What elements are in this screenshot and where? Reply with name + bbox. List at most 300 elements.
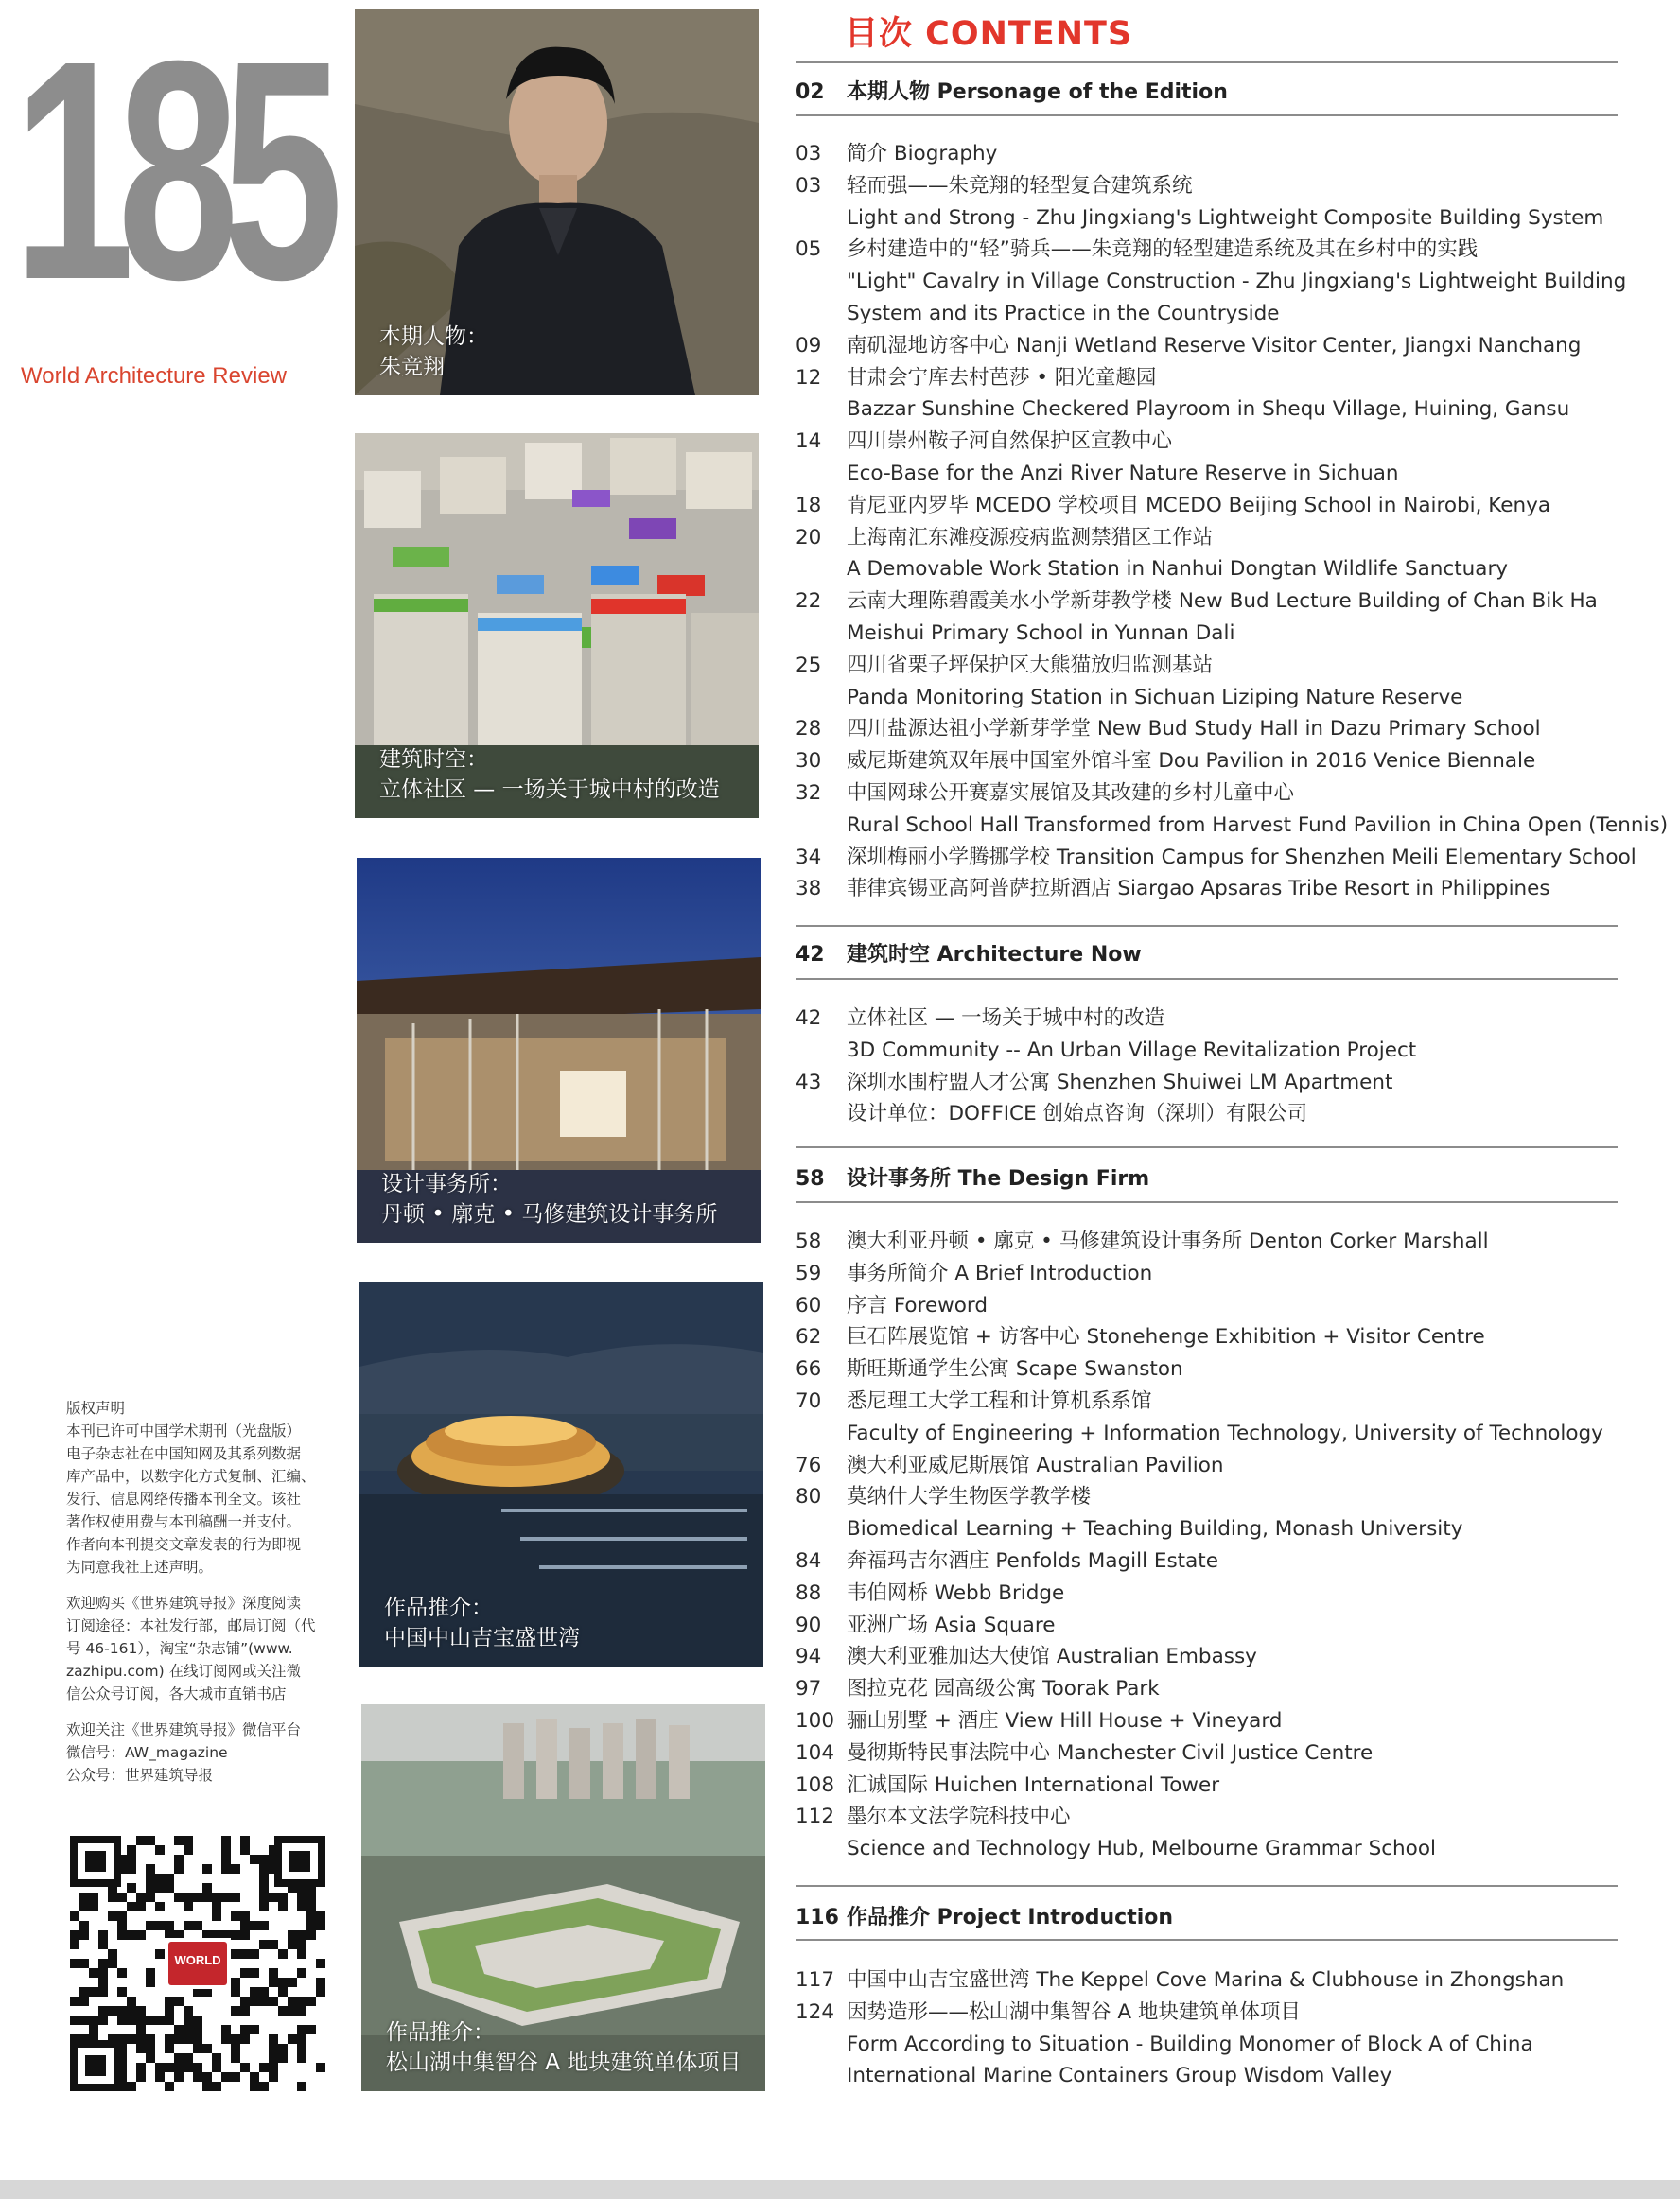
entry-page-number: 62: [796, 1325, 822, 1350]
divider: [796, 925, 1618, 927]
qr-module: [165, 2006, 174, 2016]
copyright-statement: [66, 1397, 331, 1579]
qr-module: [127, 1930, 136, 1940]
qr-module: [136, 2006, 146, 2016]
entry-page-number: 90: [796, 1613, 822, 1637]
qr-module: [259, 1987, 269, 1997]
entry-title: 澳大利亚丹顿 • 廓克 • 马修建筑设计事务所 Denton Corker Marshall: [847, 1230, 1489, 1253]
toc-entry: [796, 873, 1550, 905]
qr-module: [316, 2063, 325, 2072]
photo-caption: [379, 322, 488, 382]
qr-module: [278, 2006, 288, 2016]
qr-module: [127, 2016, 136, 2025]
qr-module: [297, 2053, 306, 2063]
qr-module: [184, 1845, 193, 1855]
entry-page-number: 28: [796, 717, 822, 742]
qr-module: [250, 1997, 259, 2006]
entry-title: 斯旺斯通学生公寓 Scape Swanston: [847, 1357, 1183, 1382]
toc-entry: [796, 458, 1399, 490]
toc-title: 目次 CONTENTS: [845, 15, 1133, 53]
entry-title: Science and Technology Hub, Melbourne Grammar School: [847, 1837, 1436, 1861]
entry-page-number: 42: [796, 1006, 822, 1030]
copyright-line: 版权声明: [66, 1400, 126, 1417]
qr-module: [259, 2063, 269, 2072]
qr-module: [117, 2016, 127, 2025]
qr-module: [202, 2044, 212, 2053]
entry-title: 曼彻斯特民事法院中心 Manchester Civil Justice Centre: [847, 1740, 1374, 1765]
entry-title: 轻而强——朱竞翔的轻型复合建筑系统: [847, 173, 1193, 198]
qr-module: [278, 2053, 288, 2063]
qr-module: [117, 1987, 127, 1997]
qr-module: [231, 1911, 240, 1921]
qr-module: [89, 1902, 98, 1911]
qr-module: [288, 2006, 297, 2016]
divider: [796, 1201, 1618, 1203]
entry-page-number: 32: [796, 781, 822, 805]
qr-module: [127, 1902, 136, 1911]
toc-entry: [796, 1964, 1564, 1997]
qr-module: [288, 2034, 297, 2044]
entry-title: 乡村建造中的“轻”骑兵——朱竞翔的轻型建造系统及其在乡村中的实践: [847, 237, 1479, 262]
section-number: 42: [796, 943, 825, 967]
qr-module: [155, 1883, 165, 1893]
qr-module: [146, 1968, 155, 1978]
qr-module: [98, 1968, 108, 1978]
qr-module: [193, 2016, 202, 2025]
entry-title: 中国网球公开赛嘉实展馆及其改建的乡村儿童中心: [847, 781, 1295, 805]
entry-page-number: 84: [796, 1549, 822, 1573]
copyright-line: 本刊已许可中国学术期刊（光盘版）: [66, 1422, 302, 1440]
photo-caption: [386, 2017, 741, 2078]
qr-module: [136, 2072, 146, 2082]
entry-title: Bazzar Sunshine Checkered Playroom in Shequ Village, Huining, Gansu: [847, 397, 1570, 422]
qr-module: [250, 1949, 259, 1959]
qr-module: [117, 1921, 127, 1930]
photo-personage: [355, 9, 759, 395]
entry-page-number: 100: [796, 1709, 835, 1733]
toc-entry: [796, 810, 1668, 842]
qr-module: [146, 1836, 155, 1845]
entry-page-number: 59: [796, 1261, 822, 1285]
section-number: 02: [796, 80, 825, 104]
qr-module: [240, 2006, 250, 2016]
caption-line: 设计事务所：: [381, 1172, 512, 1196]
qr-module: [297, 1997, 306, 2006]
toc-entry: [796, 1321, 1485, 1353]
qr-module: [193, 2063, 202, 2072]
entry-page-number: 14: [796, 429, 822, 454]
section-label: 建筑时空 Architecture Now: [847, 943, 1142, 967]
qr-module: [240, 1911, 250, 1921]
qr-module: [221, 1893, 231, 1902]
qr-module: [278, 1949, 288, 1959]
qr-module: [212, 1893, 221, 1902]
qr-module: [146, 1874, 155, 1883]
entry-title: 事务所简介 A Brief Introduction: [847, 1261, 1153, 1285]
qr-module: [297, 2034, 306, 2044]
qr-module: [127, 1883, 136, 1893]
entry-title: Faculty of Engineering + Information Technology, University of Technology: [847, 1421, 1603, 1445]
entry-title: 亚洲广场 Asia Square: [847, 1613, 1056, 1637]
subscription-line: 订阅途径：本社发行部，邮局订阅（代: [66, 1617, 316, 1634]
qr-module: [193, 2025, 202, 2034]
qr-module: [250, 1968, 259, 1978]
qr-module: [278, 1902, 288, 1911]
qr-module: [136, 2016, 146, 2025]
caption-line: 朱竞翔: [379, 355, 445, 379]
qr-module: [231, 2072, 240, 2082]
qr-module: [259, 2082, 269, 2091]
qr-module: [240, 1836, 250, 1845]
qr-module: [297, 2025, 306, 2034]
qr-module: [221, 2025, 231, 2034]
qr-module: [127, 1855, 136, 1864]
qr-module: [202, 1864, 212, 1874]
qr-module: [278, 1978, 288, 1987]
qr-module: [127, 1997, 136, 2006]
qr-module: [269, 2072, 278, 2082]
qr-module: [165, 2082, 174, 2091]
qr-module: [184, 1893, 193, 1902]
caption-line: 中国中山吉宝盛世湾: [384, 1626, 580, 1650]
entry-title: 立体社区 — 一场关于城中村的改造: [847, 1006, 1165, 1030]
qr-module: [89, 1987, 98, 1997]
entry-page-number: 25: [796, 653, 822, 677]
qr-module: [146, 1883, 155, 1893]
toc-entry: [796, 1770, 1219, 1802]
qr-module: [70, 1930, 79, 1940]
qr-module: [316, 1987, 325, 1997]
photo-architecture-now: [355, 433, 759, 818]
qr-module: [146, 2034, 155, 2044]
entry-page-number: 80: [796, 1485, 822, 1510]
entry-page-number: 22: [796, 589, 822, 614]
qr-module: [136, 2034, 146, 2044]
entry-title: 肯尼亚内罗毕 MCEDO 学校项目 MCEDO Beijing School in Nairobi, Kenya: [847, 493, 1551, 517]
qr-module: [212, 2053, 221, 2063]
entry-page-number: 18: [796, 493, 822, 517]
copyright-line: 著作权使用费与本刊稿酬一并支付。: [66, 1513, 302, 1530]
qr-module: [136, 1836, 146, 1845]
qr-module: [269, 2053, 278, 2063]
qr-module: [146, 2016, 155, 2025]
qr-module: [108, 2006, 117, 2016]
qr-module: [146, 1864, 155, 1874]
qr-module: [146, 1978, 155, 1987]
entry-page-number: 70: [796, 1389, 822, 1413]
qr-module: [278, 1893, 288, 1902]
qr-module: [259, 1855, 269, 1864]
qr-module: [165, 1874, 174, 1883]
qr-module: [98, 2016, 108, 2025]
entry-title: Meishui Primary School in Yunnan Dali: [847, 621, 1235, 645]
qr-module: [108, 1893, 117, 1902]
qr-module: [240, 1845, 250, 1855]
entry-title: 韦伯网桥 Webb Bridge: [847, 1580, 1065, 1605]
qr-module: [79, 1902, 89, 1911]
caption-line: 建筑时空：: [379, 747, 488, 772]
qr-module: [108, 1959, 117, 1968]
entry-page-number: 03: [796, 173, 822, 198]
toc-entry: [796, 650, 1213, 682]
caption-line: 本期人物：: [379, 324, 488, 349]
toc-entry: [796, 1450, 1224, 1482]
toc-entry: [796, 234, 1478, 266]
qr-module: [79, 1959, 89, 1968]
entry-title: 四川崇州鞍子河自然保护区宣教中心: [847, 429, 1173, 454]
toc-entry: [796, 2060, 1391, 2092]
qr-code-pattern: [70, 1836, 325, 2091]
qr-module: [231, 1893, 240, 1902]
qr-module: [127, 2082, 136, 2091]
qr-module: [79, 2016, 89, 2025]
section-heading: [796, 76, 1228, 105]
qr-module: [259, 1921, 269, 1930]
qr-module: [306, 1921, 316, 1930]
entry-page-number: 66: [796, 1357, 822, 1382]
qr-module: [278, 2044, 288, 2053]
qr-module: [306, 1911, 316, 1921]
entry-title: 四川盐源达祖小学新芽学堂 New Bud Study Hall in Dazu Primary School: [847, 717, 1541, 742]
photo-caption: [384, 1593, 580, 1653]
qr-module: [221, 2034, 231, 2044]
section-label: 作品推介 Project Introduction: [847, 1906, 1174, 1929]
qr-module: [193, 2034, 202, 2044]
copyright-line: 库产品中，以数字化方式复制、汇编、: [66, 1468, 316, 1485]
qr-module: [306, 2025, 316, 2034]
qr-module: [202, 2072, 212, 2082]
qr-module: [127, 1864, 136, 1874]
caption-line: 作品推介：: [386, 2020, 495, 2045]
caption-line: 丹顿 • 廓克 • 马修建筑设计事务所: [381, 1202, 718, 1227]
qr-module: [250, 2025, 259, 2034]
entry-title: 四川省栗子坪保护区大熊猫放归监测基站: [847, 653, 1214, 677]
entry-page-number: 60: [796, 1293, 822, 1318]
qr-module: [117, 1893, 127, 1902]
qr-module: [184, 1902, 193, 1911]
toc-entry: [796, 1801, 1071, 1833]
section-label: 设计事务所 The Design Firm: [847, 1167, 1150, 1191]
toc-entry: [796, 1418, 1603, 1450]
qr-module: [259, 1893, 269, 1902]
divider: [796, 114, 1618, 116]
caption-line: 作品推介：: [384, 1596, 493, 1620]
toc-entry: [796, 842, 1636, 874]
entry-title: 设计单位：DOFFICE 创始点咨询（深圳）有限公司: [847, 1102, 1307, 1126]
qr-module: [98, 1978, 108, 1987]
qr-module: [79, 1921, 89, 1930]
entry-page-number: 12: [796, 365, 822, 390]
qr-module: [136, 1902, 146, 1911]
toc-entry: [796, 745, 1535, 777]
caption-line: 松山湖中集智谷 A 地块建筑单体项目: [386, 2051, 742, 2075]
issue-number: 185: [13, 0, 326, 344]
toc-entry: [796, 393, 1569, 426]
qr-module: [174, 1997, 184, 2006]
subscription-info: [66, 1592, 331, 1705]
toc-entry: [796, 522, 1213, 554]
divider: [796, 1146, 1618, 1148]
divider: [796, 978, 1618, 980]
qr-module: [297, 1930, 306, 1940]
entry-title: Eco-Base for the Anzi River Nature Reserve in Sichuan: [847, 462, 1399, 485]
entry-title: 序言 Foreword: [847, 1293, 989, 1318]
toc-entry: [796, 1386, 1152, 1418]
entry-title: System and its Practice in the Countryside: [847, 302, 1280, 325]
entry-page-number: 104: [796, 1740, 835, 1765]
qr-module: [155, 1845, 165, 1855]
entry-title: 悉尼理工大学工程和计算机系系馆: [847, 1389, 1152, 1413]
qr-module: [108, 1949, 117, 1959]
qr-module: [127, 2006, 136, 2016]
qr-module: [89, 2016, 98, 2025]
qr-module: [240, 2025, 250, 2034]
qr-module: [70, 1959, 79, 1968]
toc-entry: [796, 1578, 1064, 1610]
wechat-line: 微信号：AW_magazine: [66, 1744, 228, 1761]
qr-module: [316, 1911, 325, 1921]
copyright-line: 发行、信息网络传播本刊全文。该社: [66, 1491, 302, 1508]
toc-entry: [796, 362, 1156, 394]
toc-entry: [796, 682, 1462, 714]
qr-module: [155, 2072, 165, 2082]
toc-entry: [796, 2029, 1533, 2061]
qr-module: [259, 1883, 269, 1893]
section-heading: [796, 1162, 1149, 1192]
qr-module: [288, 1930, 297, 1940]
entry-title: 莫纳什大学生物医学教学楼: [847, 1485, 1092, 1510]
qr-module: [184, 2016, 193, 2025]
qr-module: [231, 1864, 240, 1874]
entry-title: 墨尔本文法学院科技中心: [847, 1805, 1071, 1829]
qr-logo-text: WORLD: [174, 1953, 221, 1967]
qr-module: [259, 1874, 269, 1883]
qr-module: [297, 1902, 306, 1911]
qr-module: [240, 1997, 250, 2006]
photo-project-marina: [359, 1282, 763, 1667]
entry-title: 威尼斯建筑双年展中国室外馆斗室 Dou Pavilion in 2016 Venice Biennale: [847, 749, 1536, 774]
qr-module: [269, 2034, 278, 2044]
qr-module: [288, 1997, 297, 2006]
qr-module: [155, 1874, 165, 1883]
entry-page-number: 58: [796, 1230, 822, 1253]
entry-page-number: 38: [796, 877, 822, 901]
qr-module: [89, 1968, 98, 1978]
toc-entry: [796, 1353, 1183, 1386]
entry-page-number: 94: [796, 1645, 822, 1669]
toc-entry: [796, 585, 1598, 618]
entry-page-number: 124: [796, 1999, 835, 2024]
qr-module: [184, 2006, 193, 2016]
entry-title: 南矶湿地访客中心 Nanji Wetland Reserve Visitor Center, Jiangxi Nanchang: [847, 333, 1582, 358]
toc-entry: [796, 266, 1626, 298]
toc-entry: [796, 1290, 988, 1322]
qr-module: [306, 1902, 316, 1911]
qr-module: [288, 1978, 297, 1987]
entry-title: 甘肃会宁库去村芭莎 • 阳光童趣园: [847, 365, 1157, 390]
qr-module: [202, 2082, 212, 2091]
entry-title: 骊山别墅 + 酒庄 View Hill House + Vineyard: [847, 1709, 1283, 1733]
toc-entry: [796, 490, 1550, 522]
qr-module: [297, 2006, 306, 2016]
toc-entry: [796, 1003, 1164, 1035]
qr-module: [174, 2034, 184, 2044]
qr-module: [89, 1893, 98, 1902]
copyright-line: 作者向本刊提交文章发表的行为即视: [66, 1536, 302, 1553]
qr-module: [117, 1911, 127, 1921]
qr-module: [212, 2082, 221, 2091]
magazine-name: World Architecture Review: [21, 363, 287, 389]
copyright-notice: [66, 1397, 331, 1800]
qr-module: [174, 2025, 184, 2034]
qr-module: [297, 1940, 306, 1949]
entry-page-number: 76: [796, 1453, 822, 1477]
qr-module: [136, 2063, 146, 2072]
qr-module: [212, 1902, 221, 1911]
entry-title: 汇诚国际 Huichen International Tower: [847, 1772, 1220, 1797]
qr-module: [146, 2053, 155, 2063]
photo-project-campus: [361, 1704, 765, 2091]
copyright-line: 为同意我社上述声明。: [66, 1559, 214, 1576]
qr-module: [165, 1997, 174, 2006]
qr-module: [278, 1987, 288, 1997]
entry-title: Light and Strong - Zhu Jingxiang's Lightweight Composite Building System: [847, 205, 1604, 230]
wechat-line: 公众号：世界建筑导报: [66, 1767, 214, 1784]
qr-module: [146, 1893, 155, 1902]
qr-module: [155, 2063, 165, 2072]
qr-module: [231, 1949, 240, 1959]
toc-entry: [796, 1258, 1152, 1290]
toc-entry: [796, 618, 1234, 650]
qr-module: [306, 1893, 316, 1902]
qr-module: [240, 1968, 250, 1978]
qr-module: [250, 1855, 259, 1864]
photo-design-firm: [357, 858, 761, 1243]
qr-module: [269, 1940, 278, 1949]
qr-module: [184, 2034, 193, 2044]
qr-module: [174, 2063, 184, 2072]
entry-page-number: 43: [796, 1070, 822, 1094]
qr-module: [269, 1997, 278, 2006]
qr-module: [306, 1930, 316, 1940]
qr-module: [269, 2063, 278, 2072]
entry-title: International Marine Containers Group Wisdom Valley: [847, 2064, 1392, 2088]
qr-module: [79, 1987, 89, 1997]
caption-line: 立体社区 — 一场关于城中村的改造: [379, 777, 720, 802]
copyright-line: 电子杂志社在中国知网及其系列数据: [66, 1445, 302, 1462]
qr-module: [221, 1845, 231, 1855]
qr-module: [165, 1921, 174, 1930]
qr-module: [184, 2063, 193, 2072]
qr-module: [155, 1921, 165, 1930]
wechat-info: [66, 1719, 331, 1787]
entry-title: 深圳水围柠盟人才公寓 Shenzhen Shuiwei LM Apartment: [847, 1070, 1393, 1094]
photo-caption: [381, 1169, 717, 1230]
qr-module: [136, 1930, 146, 1940]
entry-title: 菲律宾锡亚高阿普萨拉斯酒店 Siargao Apsaras Tribe Resort in Philippines: [847, 877, 1550, 901]
entry-title: Rural School Hall Transformed from Harvest Fund Pavilion in China Open (Tennis): [847, 812, 1669, 837]
qr-module: [117, 1968, 127, 1978]
qr-module: [240, 2034, 250, 2044]
entry-title: Form According to Situation - Building Monomer of Block A of China: [847, 2032, 1533, 2056]
qr-module: [146, 1921, 155, 1930]
qr-module: [174, 1864, 184, 1874]
qr-module: [117, 2006, 127, 2016]
subscription-line: 信公众号订阅，各大城市直销书店: [66, 1685, 287, 1702]
qr-module: [297, 1968, 306, 1978]
divider: [796, 61, 1618, 63]
qr-module: [250, 1921, 259, 1930]
